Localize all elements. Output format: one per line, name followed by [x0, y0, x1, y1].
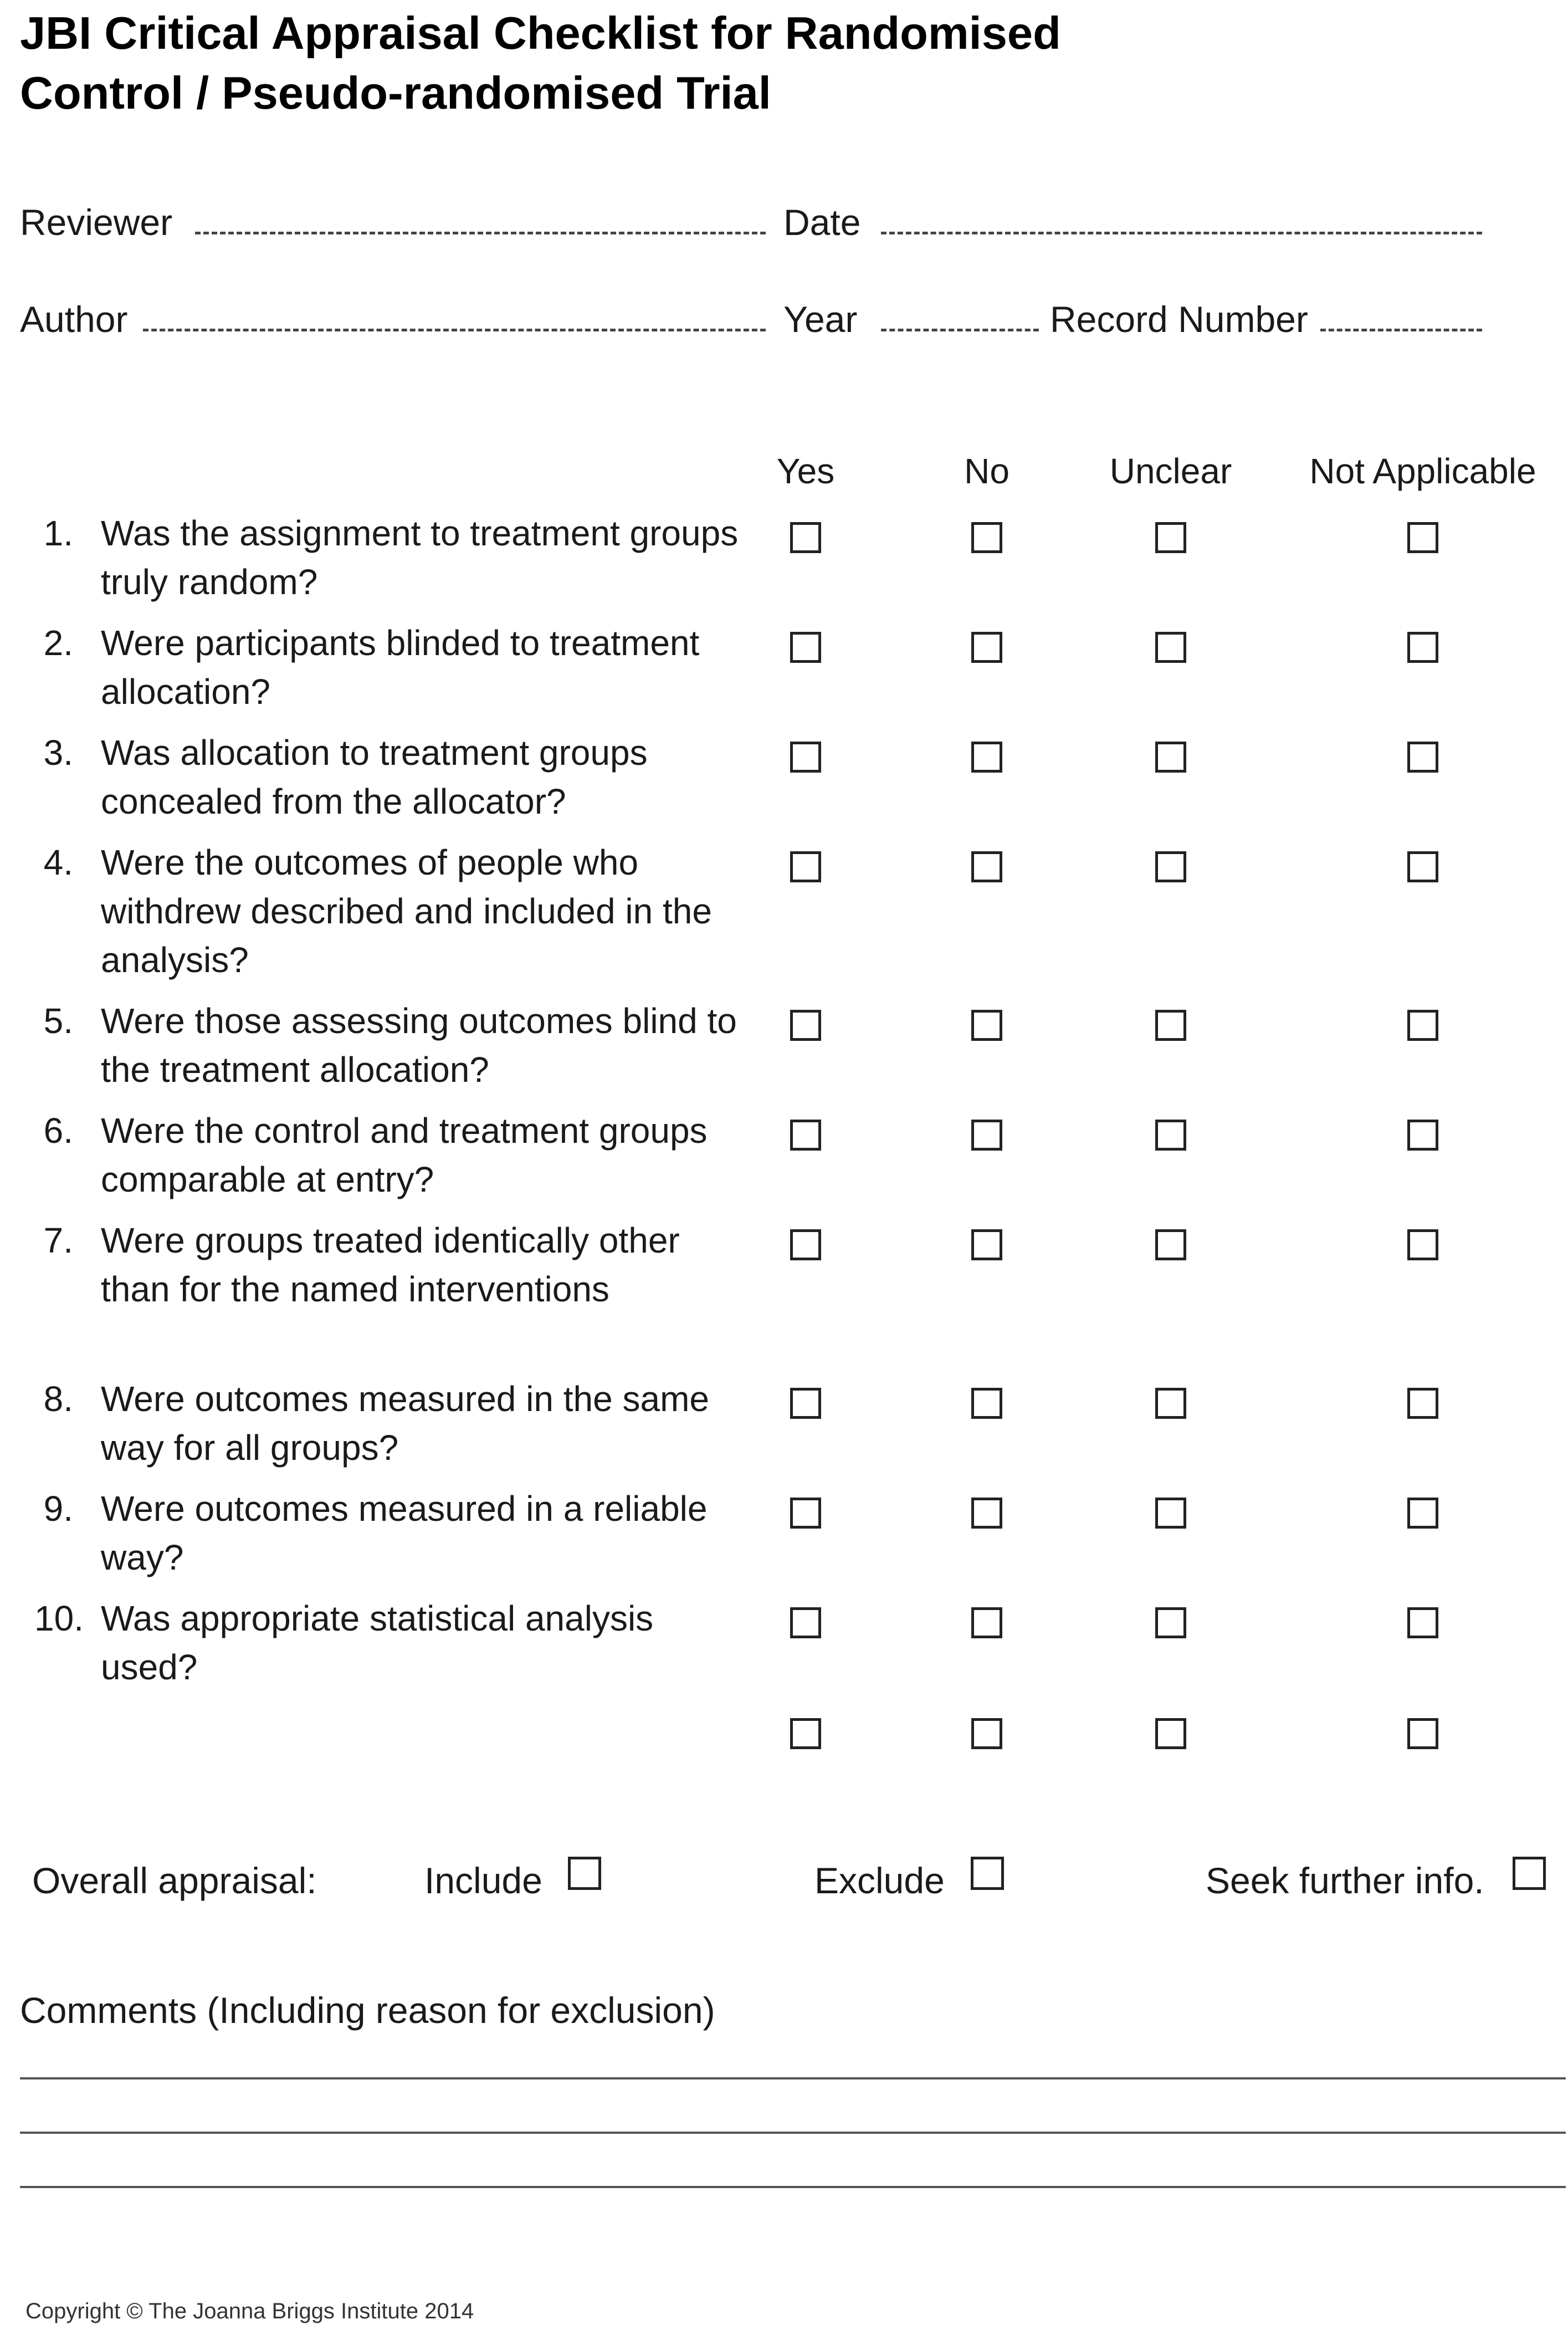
- q8-no-checkbox[interactable]: [971, 1388, 1002, 1419]
- q9-not-applicable-checkbox[interactable]: [1407, 1498, 1438, 1529]
- question-text: Was allocation to treatment groups concealed from the allocator?: [101, 733, 648, 821]
- exclude-checkbox[interactable]: [971, 1857, 1004, 1890]
- extra-row-yes-checkbox[interactable]: [790, 1718, 821, 1749]
- q10-yes-checkbox[interactable]: [790, 1607, 821, 1638]
- checklist-title-line-2: Control / Pseudo-randomised Trial: [20, 67, 771, 119]
- year-label: Year: [783, 299, 858, 340]
- q7-yes-checkbox[interactable]: [790, 1229, 821, 1260]
- q4-unclear-checkbox[interactable]: [1155, 851, 1186, 882]
- checklist-title-line-1: JBI Critical Appraisal Checklist for Randomised: [20, 7, 1061, 59]
- question-text: Were the outcomes of people who withdrew described and included in the analysis?: [101, 842, 712, 980]
- q10-not-applicable-checkbox[interactable]: [1407, 1607, 1438, 1638]
- column-header-yes: Yes: [776, 451, 835, 491]
- q1-unclear-checkbox[interactable]: [1155, 522, 1186, 553]
- q7-not-applicable-checkbox[interactable]: [1407, 1229, 1438, 1260]
- question-text: Was the assignment to treatment groups truly random?: [101, 513, 739, 602]
- q6-no-checkbox[interactable]: [971, 1120, 1002, 1151]
- record-number-field[interactable]: [1320, 329, 1482, 331]
- q3-yes-checkbox[interactable]: [790, 742, 821, 773]
- comments-label: Comments (Including reason for exclusion): [20, 1990, 715, 2031]
- question-number: 10.: [34, 1598, 84, 1638]
- reviewer-field[interactable]: [195, 232, 766, 234]
- q8-unclear-checkbox[interactable]: [1155, 1388, 1186, 1419]
- include-checkbox[interactable]: [568, 1857, 601, 1890]
- question-number: 5.: [43, 1001, 73, 1041]
- overall-appraisal-label: Overall appraisal:: [32, 1860, 317, 1901]
- question-number: 1.: [43, 513, 73, 553]
- column-header-no: No: [964, 451, 1010, 491]
- q9-yes-checkbox[interactable]: [790, 1498, 821, 1529]
- q6-not-applicable-checkbox[interactable]: [1407, 1120, 1438, 1151]
- question-number: 9.: [43, 1489, 73, 1529]
- extra-row-unclear-checkbox[interactable]: [1155, 1718, 1186, 1749]
- q5-unclear-checkbox[interactable]: [1155, 1010, 1186, 1041]
- record-number-label: Record Number: [1050, 299, 1308, 340]
- exclude-label: Exclude: [814, 1860, 945, 1901]
- q4-not-applicable-checkbox[interactable]: [1407, 851, 1438, 882]
- question-number: 7.: [43, 1220, 73, 1260]
- comment-line[interactable]: [20, 2132, 1566, 2134]
- question-text: Were those assessing outcomes blind to the treatment allocation?: [101, 1001, 737, 1090]
- q1-yes-checkbox[interactable]: [790, 522, 821, 553]
- comment-line[interactable]: [20, 2077, 1566, 2079]
- q3-not-applicable-checkbox[interactable]: [1407, 742, 1438, 773]
- question-text: Were outcomes measured in a reliable way?: [101, 1489, 708, 1577]
- question-text: Were groups treated identically other than for the named interventions: [101, 1220, 680, 1309]
- seek-further-info-checkbox[interactable]: [1513, 1857, 1546, 1890]
- question-text: Were the control and treatment groups comparable at entry?: [101, 1111, 708, 1199]
- q3-no-checkbox[interactable]: [971, 742, 1002, 773]
- q7-no-checkbox[interactable]: [971, 1229, 1002, 1260]
- q2-not-applicable-checkbox[interactable]: [1407, 632, 1438, 663]
- q5-yes-checkbox[interactable]: [790, 1010, 821, 1041]
- seek-further-info-label: Seek further info.: [1206, 1860, 1484, 1901]
- q6-yes-checkbox[interactable]: [790, 1120, 821, 1151]
- extra-row-no-checkbox[interactable]: [971, 1718, 1002, 1749]
- q5-not-applicable-checkbox[interactable]: [1407, 1010, 1438, 1041]
- q2-yes-checkbox[interactable]: [790, 632, 821, 663]
- q4-yes-checkbox[interactable]: [790, 851, 821, 882]
- q4-no-checkbox[interactable]: [971, 851, 1002, 882]
- q8-not-applicable-checkbox[interactable]: [1407, 1388, 1438, 1419]
- date-field[interactable]: [881, 232, 1482, 234]
- question-number: 6.: [43, 1111, 73, 1151]
- question-text: Were outcomes measured in the same way for all groups?: [101, 1379, 709, 1468]
- question-number: 3.: [43, 733, 73, 773]
- question-number: 8.: [43, 1379, 73, 1419]
- comment-line[interactable]: [20, 2186, 1566, 2188]
- q3-unclear-checkbox[interactable]: [1155, 742, 1186, 773]
- question-text: Were participants blinded to treatment allocation?: [101, 623, 700, 712]
- copyright-text: Copyright © The Joanna Briggs Institute 2014: [25, 2299, 474, 2323]
- author-label: Author: [20, 299, 128, 340]
- q8-yes-checkbox[interactable]: [790, 1388, 821, 1419]
- year-field[interactable]: [881, 329, 1039, 331]
- include-label: Include: [424, 1860, 542, 1901]
- column-header-unclear: Unclear: [1109, 451, 1232, 491]
- reviewer-label: Reviewer: [20, 202, 173, 243]
- date-label: Date: [783, 202, 861, 243]
- q10-unclear-checkbox[interactable]: [1155, 1607, 1186, 1638]
- q5-no-checkbox[interactable]: [971, 1010, 1002, 1041]
- extra-row-not-applicable-checkbox[interactable]: [1407, 1718, 1438, 1749]
- q6-unclear-checkbox[interactable]: [1155, 1120, 1186, 1151]
- q9-unclear-checkbox[interactable]: [1155, 1498, 1186, 1529]
- q1-not-applicable-checkbox[interactable]: [1407, 522, 1438, 553]
- q2-no-checkbox[interactable]: [971, 632, 1002, 663]
- question-text: Was appropriate statistical analysis used?: [101, 1598, 654, 1687]
- question-number: 2.: [43, 623, 73, 663]
- column-header-not-applicable: Not Applicable: [1309, 451, 1536, 491]
- q1-no-checkbox[interactable]: [971, 522, 1002, 553]
- q2-unclear-checkbox[interactable]: [1155, 632, 1186, 663]
- q7-unclear-checkbox[interactable]: [1155, 1229, 1186, 1260]
- author-field[interactable]: [143, 329, 766, 331]
- q9-no-checkbox[interactable]: [971, 1498, 1002, 1529]
- q10-no-checkbox[interactable]: [971, 1607, 1002, 1638]
- question-number: 4.: [43, 842, 73, 882]
